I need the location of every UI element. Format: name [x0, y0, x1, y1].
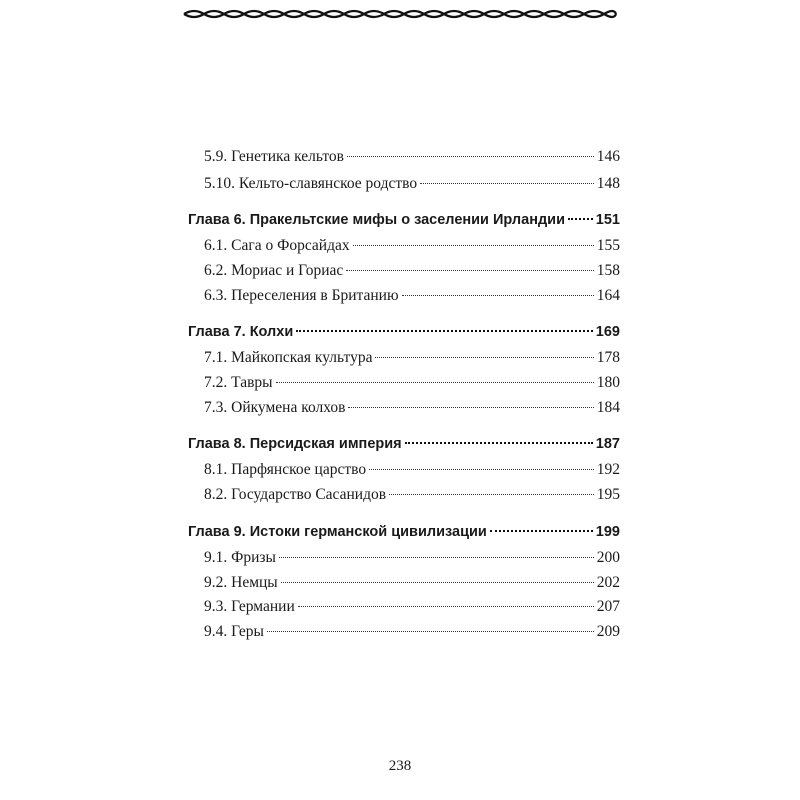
toc-entry	[204, 398, 620, 418]
toc-chapter-entry	[188, 434, 620, 454]
toc-entry-title: 6.3. Переселения в Британию	[204, 287, 399, 304]
toc-chapter-title: Глава 9. Истоки германской цивилизации	[188, 524, 487, 540]
toc-entry-page: 158	[596, 262, 620, 279]
toc-entry	[204, 573, 620, 593]
toc-entry-title: 7.3. Ойкумена колхов	[204, 399, 346, 416]
page-number: 238	[388, 758, 412, 774]
toc-chapter-page: 199	[595, 524, 620, 540]
toc-entry-page: 207	[596, 598, 620, 615]
toc-entry-title: 6.1. Сага о Форсайдах	[204, 237, 350, 254]
toc-entry-title: 9.3. Германии	[204, 598, 295, 615]
toc-entry-page: 202	[596, 574, 620, 591]
dot-leader	[490, 530, 593, 532]
toc-entry	[204, 485, 620, 505]
dot-leader	[402, 295, 594, 296]
toc-entry-title: 5.9. Генетика кельтов	[204, 148, 344, 165]
dot-leader	[346, 270, 593, 271]
dot-leader	[298, 606, 594, 607]
toc-entry	[204, 261, 620, 281]
toc-entry-page: 178	[596, 349, 620, 366]
toc-entry-page: 192	[596, 461, 620, 478]
dot-leader	[348, 407, 593, 408]
toc-entry	[204, 460, 620, 480]
toc-chapter-entry	[188, 322, 620, 342]
toc-chapter-page: 169	[595, 324, 620, 340]
toc-entry-page: 148	[596, 175, 620, 192]
dot-leader	[279, 557, 594, 558]
toc-entry-title: 8.2. Государство Сасанидов	[204, 486, 387, 503]
toc-entry	[204, 622, 620, 642]
dot-leader	[276, 382, 594, 383]
toc-entry	[204, 548, 620, 568]
dot-leader	[281, 582, 594, 583]
toc-entry-title: 6.2. Мориас и Гориас	[204, 262, 344, 279]
toc-chapter-entry	[188, 210, 620, 230]
toc-entry	[204, 147, 620, 167]
toc-entry-title: 9.2. Немцы	[204, 574, 278, 591]
toc-chapter-entry	[188, 522, 620, 542]
dot-leader	[296, 330, 593, 332]
dot-leader	[405, 442, 593, 444]
dot-leader	[347, 156, 594, 157]
dot-leader	[267, 631, 594, 632]
dot-leader	[353, 245, 594, 246]
toc-entry-page: 164	[596, 287, 620, 304]
dot-leader	[420, 183, 594, 184]
toc-entry-title: 5.10. Кельто-славянское родство	[204, 175, 418, 192]
toc-entry-title: 9.4. Геры	[204, 623, 264, 640]
toc-entry	[204, 373, 620, 393]
toc-entry-page: 146	[596, 148, 620, 165]
toc-entry-page: 209	[596, 623, 620, 640]
toc-entry-page: 180	[596, 374, 620, 391]
toc-entry-page: 195	[596, 486, 620, 503]
toc-entry-title: 7.1. Майкопская культура	[204, 349, 373, 366]
dot-leader	[568, 218, 593, 220]
dot-leader	[389, 494, 594, 495]
toc-chapter-page: 151	[595, 212, 620, 228]
toc-entry	[204, 236, 620, 256]
dot-leader	[369, 469, 594, 470]
toc-chapter-page: 187	[595, 436, 620, 452]
toc-entry	[204, 174, 620, 194]
decorative-header-ornament	[182, 6, 618, 22]
toc-entry-title: 9.1. Фризы	[204, 549, 276, 566]
toc-entry	[204, 348, 620, 368]
dot-leader	[375, 357, 593, 358]
toc-chapter-title: Глава 8. Персидская империя	[188, 436, 402, 452]
toc-entry	[204, 597, 620, 617]
toc-entry-page: 184	[596, 399, 620, 416]
toc-entry-page: 155	[596, 237, 620, 254]
toc-entry	[204, 286, 620, 306]
toc-entry-page: 200	[596, 549, 620, 566]
toc-chapter-title: Глава 6. Пракельтские мифы о заселении Ирландии	[188, 212, 565, 228]
toc-entry-title: 8.1. Парфянское царство	[204, 461, 367, 478]
toc-chapter-title: Глава 7. Колхи	[188, 324, 294, 340]
toc-entry-title: 7.2. Тавры	[204, 374, 273, 391]
